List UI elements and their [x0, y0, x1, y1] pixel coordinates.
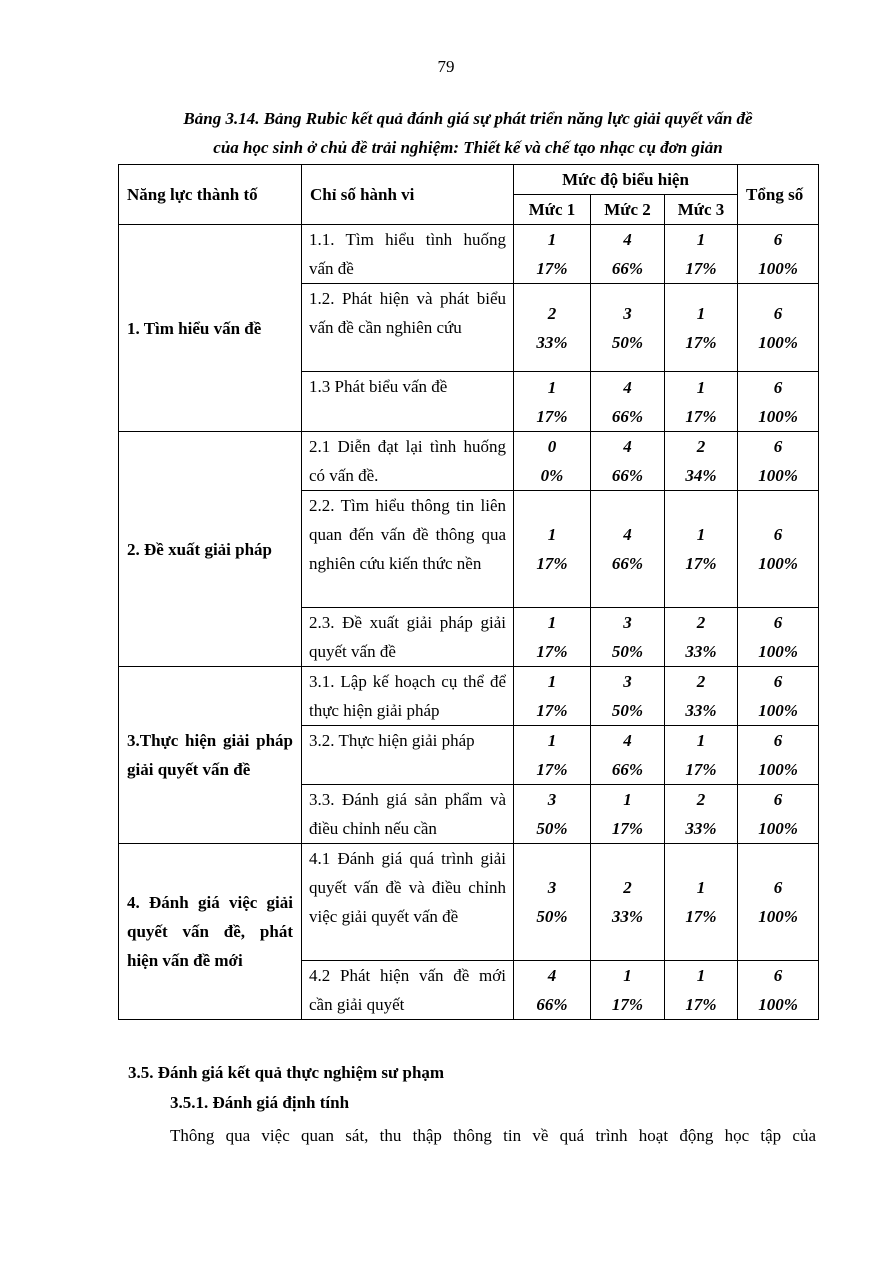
count-value: 6: [773, 878, 783, 897]
percent-value: 17%: [685, 907, 717, 926]
level-3-cell: [665, 284, 738, 372]
indicator-cell: 2.2. Tìm hiểu thông tin liên quan đến vấn đề thông qua nghiên cứu kiến thức nền: [302, 491, 514, 608]
level-3-cell: [665, 491, 738, 608]
count-value: 2: [696, 613, 706, 632]
table-caption: [118, 104, 818, 162]
count-value: 1: [696, 303, 706, 323]
count-value: 1: [696, 230, 706, 249]
percent-value: 100%: [758, 642, 798, 661]
level-3-cell: [665, 844, 738, 961]
percent-value: 33%: [536, 332, 568, 352]
level-2-cell: [591, 667, 665, 726]
count-value: 1: [696, 731, 706, 750]
percent-value: 50%: [611, 701, 644, 720]
table-row: [119, 432, 819, 491]
total-cell: [738, 726, 819, 785]
count-value: 3: [547, 878, 557, 897]
count-value: 2: [696, 672, 706, 691]
competency-cell: 4. Đánh giá việc giải quyết vấn đề, phát hiện vấn đề mới: [119, 844, 302, 1020]
count-value: 6: [773, 966, 783, 985]
header-level-group: Mức độ biểu hiện: [514, 165, 738, 195]
level-1-cell: [514, 284, 591, 372]
total-cell: [738, 785, 819, 844]
header-level-3: Mức 3: [665, 195, 738, 225]
count-value: 6: [773, 377, 783, 397]
count-value: 1: [547, 731, 557, 750]
percent-value: 100%: [758, 760, 798, 779]
percent-value: 17%: [685, 406, 717, 426]
count-value: 6: [773, 303, 783, 323]
level-2-cell: [591, 491, 665, 608]
body-paragraph: Thông qua việc quan sát, thu thập thông tin về quá trình hoạt động học tập của: [170, 1126, 816, 1145]
percent-value: 66%: [611, 259, 644, 278]
percent-value: 34%: [685, 466, 717, 485]
count-value: 4: [623, 377, 632, 397]
indicator-cell: 4.1 Đánh giá quá trình giải quyết vấn đề và điều chỉnh việc giải quyết vấn đề: [302, 844, 514, 961]
level-3-cell: [665, 667, 738, 726]
percent-value: 17%: [536, 701, 568, 720]
count-value: 6: [773, 437, 783, 456]
count-value: 3: [623, 613, 632, 632]
header-total: Tổng số: [738, 165, 819, 225]
count-value: 2: [623, 878, 632, 897]
competency-cell: 2. Đề xuất giải pháp: [119, 432, 302, 667]
total-cell: [738, 844, 819, 961]
count-value: 3: [623, 672, 632, 691]
level-1-cell: [514, 372, 591, 432]
count-value: 1: [547, 377, 557, 397]
level-1-cell: [514, 844, 591, 961]
level-2-cell: [591, 608, 665, 667]
level-2-cell: [591, 284, 665, 372]
percent-value: 33%: [685, 701, 717, 720]
percent-value: 17%: [611, 819, 644, 838]
percent-value: 100%: [758, 907, 798, 926]
percent-value: 17%: [536, 406, 568, 426]
total-cell: [738, 961, 819, 1020]
indicator-cell: 1.3 Phát biểu vấn đề: [302, 372, 514, 432]
percent-value: 33%: [611, 907, 644, 926]
count-value: 6: [773, 790, 783, 809]
competency-cell: 1. Tìm hiểu vấn đề: [119, 225, 302, 432]
count-value: 3: [623, 303, 632, 323]
percent-value: 100%: [758, 554, 798, 573]
level-1-cell: [514, 785, 591, 844]
table-row: [119, 667, 819, 726]
level-1-cell: [514, 608, 591, 667]
level-2-cell: [591, 225, 665, 284]
level-3-cell: [665, 225, 738, 284]
count-value: 6: [773, 613, 783, 632]
page-number: 79: [437, 57, 455, 76]
caption-line-2: của học sinh ở chủ đề trải nghiệm: Thiết kế và chế tạo nhạc cụ đơn giản: [213, 138, 723, 157]
count-value: 4: [547, 966, 557, 985]
count-value: 1: [623, 790, 632, 809]
count-value: 4: [623, 230, 632, 249]
header-level-1: Mức 1: [514, 195, 591, 225]
percent-value: 66%: [611, 406, 644, 426]
indicator-cell: 3.3. Đánh giá sản phẩm và điều chỉnh nếu cần: [302, 785, 514, 844]
count-value: 4: [623, 437, 632, 456]
level-2-cell: [591, 372, 665, 432]
count-value: 2: [696, 437, 706, 456]
level-3-cell: [665, 372, 738, 432]
header-indicator: Chỉ số hành vi: [302, 165, 514, 225]
rubric-table: [118, 164, 819, 1020]
table-row: [119, 844, 819, 961]
indicator-cell: 4.2 Phát hiện vấn đề mới cần giải quyết: [302, 961, 514, 1020]
count-value: 1: [696, 966, 706, 985]
percent-value: 100%: [758, 819, 798, 838]
caption-line-1: Bảng 3.14. Bảng Rubic kết quả đánh giá sự phát triển năng lực giải quyết vấn đề: [183, 109, 753, 128]
count-value: 4: [623, 525, 632, 544]
table-row: [119, 225, 819, 284]
count-value: 6: [773, 672, 783, 691]
percent-value: 50%: [611, 642, 644, 661]
percent-value: 100%: [758, 259, 798, 278]
percent-value: 17%: [685, 332, 717, 352]
total-cell: [738, 432, 819, 491]
percent-value: 17%: [611, 995, 644, 1014]
level-2-cell: [591, 844, 665, 961]
percent-value: 0%: [540, 466, 564, 485]
percent-value: 17%: [536, 554, 568, 573]
count-value: 1: [547, 672, 557, 691]
percent-value: 17%: [685, 995, 717, 1014]
count-value: 1: [547, 613, 557, 632]
percent-value: 100%: [758, 332, 798, 352]
count-value: 2: [547, 303, 557, 323]
percent-value: 17%: [536, 760, 568, 779]
total-cell: [738, 284, 819, 372]
level-1-cell: [514, 961, 591, 1020]
total-cell: [738, 372, 819, 432]
percent-value: 66%: [611, 466, 644, 485]
percent-value: 100%: [758, 466, 798, 485]
count-value: 2: [696, 790, 706, 809]
indicator-cell: 3.2. Thực hiện giải pháp: [302, 726, 514, 785]
level-1-cell: [514, 726, 591, 785]
count-value: 3: [547, 790, 557, 809]
competency-cell: 3.Thực hiện giải pháp giải quyết vấn đề: [119, 667, 302, 844]
subsection-heading: 3.5.1. Đánh giá định tính: [170, 1093, 350, 1112]
level-2-cell: [591, 785, 665, 844]
level-1-cell: [514, 432, 591, 491]
percent-value: 100%: [758, 701, 798, 720]
level-3-cell: [665, 785, 738, 844]
header-level-2: Mức 2: [591, 195, 665, 225]
level-1-cell: [514, 491, 591, 608]
level-2-cell: [591, 726, 665, 785]
percent-value: 17%: [536, 642, 568, 661]
percent-value: 17%: [685, 259, 717, 278]
level-2-cell: [591, 961, 665, 1020]
level-1-cell: [514, 667, 591, 726]
count-value: 1: [623, 966, 632, 985]
level-2-cell: [591, 432, 665, 491]
indicator-cell: 1.1. Tìm hiểu tình huống vấn đề: [302, 225, 514, 284]
count-value: 0: [547, 437, 557, 456]
percent-value: 66%: [611, 554, 644, 573]
level-3-cell: [665, 432, 738, 491]
percent-value: 17%: [685, 760, 717, 779]
count-value: 1: [696, 878, 706, 897]
section-heading: 3.5. Đánh giá kết quả thực nghiệm sư phạm: [128, 1063, 445, 1082]
level-3-cell: [665, 961, 738, 1020]
count-value: 6: [773, 731, 783, 750]
count-value: 1: [696, 377, 706, 397]
percent-value: 50%: [536, 819, 568, 838]
header-competency: Năng lực thành tố: [119, 165, 302, 225]
count-value: 6: [773, 230, 783, 249]
percent-value: 33%: [685, 642, 717, 661]
percent-value: 66%: [611, 760, 644, 779]
percent-value: 50%: [536, 907, 568, 926]
total-cell: [738, 491, 819, 608]
percent-value: 100%: [758, 406, 798, 426]
count-value: 4: [623, 731, 632, 750]
indicator-cell: 3.1. Lập kế hoạch cụ thể để thực hiện giải pháp: [302, 667, 514, 726]
indicator-cell: 2.1 Diễn đạt lại tình huống có vấn đề.: [302, 432, 514, 491]
count-value: 6: [773, 525, 783, 544]
indicator-cell: 2.3. Đề xuất giải pháp giải quyết vấn đề: [302, 608, 514, 667]
percent-value: 17%: [685, 554, 717, 573]
percent-value: 17%: [536, 259, 568, 278]
indicator-cell: 1.2. Phát hiện và phát biểu vấn đề cần nghiên cứu: [302, 284, 514, 372]
level-3-cell: [665, 726, 738, 785]
count-value: 1: [696, 525, 706, 544]
percent-value: 50%: [611, 332, 644, 352]
level-1-cell: [514, 225, 591, 284]
percent-value: 66%: [536, 995, 568, 1014]
total-cell: [738, 225, 819, 284]
count-value: 1: [547, 230, 557, 249]
percent-value: 100%: [758, 995, 798, 1014]
count-value: 1: [547, 525, 557, 544]
percent-value: 33%: [685, 819, 717, 838]
total-cell: [738, 608, 819, 667]
level-3-cell: [665, 608, 738, 667]
total-cell: [738, 667, 819, 726]
